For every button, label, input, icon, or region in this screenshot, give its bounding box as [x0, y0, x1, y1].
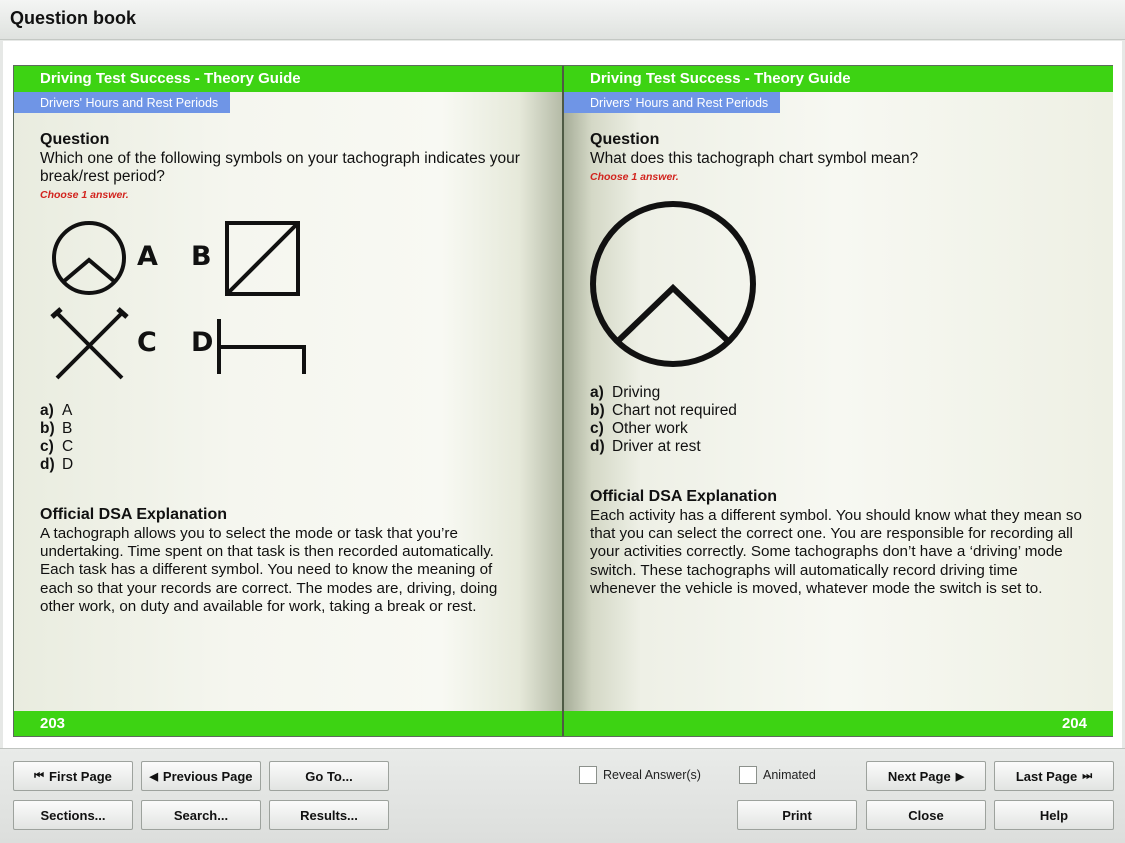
- left-explanation-heading: Official DSA Explanation: [40, 506, 227, 523]
- last-page-icon: ⏭: [1082, 769, 1093, 782]
- search-label: Search...: [173, 807, 229, 823]
- right-answer-list: [590, 384, 737, 456]
- other-work-symbol-icon: [52, 309, 127, 378]
- chart-not-required-symbol-icon: [227, 223, 298, 294]
- explanation-line: whenever the vehicle is moved, whatever mode the switch is set to.: [590, 579, 1043, 597]
- left-answer-list: [40, 402, 73, 474]
- results-button[interactable]: [269, 800, 389, 830]
- answer-option[interactable]: a) Driving: [590, 384, 661, 401]
- right-question-text: [590, 150, 1090, 168]
- right-question-heading: Question: [590, 131, 660, 148]
- answer-option[interactable]: c) C: [40, 438, 74, 455]
- answer-option[interactable]: b) B: [40, 420, 73, 437]
- right-instruction: Choose 1 answer.: [590, 171, 679, 183]
- print-label: Print: [782, 807, 812, 823]
- explanation-line: other work, on duty and available for work, taking a break or rest.: [40, 597, 477, 615]
- previous-page-button[interactable]: [141, 761, 261, 791]
- answer-option[interactable]: c) Other work: [590, 420, 688, 437]
- navigation-toolbar: [0, 748, 1125, 843]
- left-question-text: [40, 150, 540, 186]
- symbol-label-a: A: [137, 241, 158, 272]
- results-label: Results...: [300, 807, 358, 823]
- left-question-line: Which one of the following symbols on your tachograph indicates your: [40, 150, 520, 167]
- answer-option[interactable]: d) D: [40, 456, 74, 473]
- animated-label: Animated: [763, 768, 816, 782]
- explanation-line: switch. These tachographs will automatically record driving time: [590, 561, 1018, 579]
- symbol-label-d: D: [191, 327, 214, 358]
- right-explanation-heading: Official DSA Explanation: [590, 488, 777, 505]
- explanation-line: Each task has a different symbol. You need to know the meaning of: [40, 561, 493, 579]
- symbol-label-b: B: [191, 241, 212, 272]
- driving-bed-symbol-icon: [219, 319, 304, 374]
- answer-option[interactable]: a) A: [40, 402, 73, 419]
- question-book: [13, 65, 1113, 737]
- reveal-answers-box[interactable]: [579, 766, 597, 784]
- left-question-heading: Question: [40, 131, 110, 148]
- first-page-label: First Page: [49, 768, 112, 784]
- reveal-answers-label: Reveal Answer(s): [603, 768, 701, 782]
- animated-checkbox[interactable]: [739, 766, 816, 784]
- first-page-button[interactable]: [13, 761, 133, 791]
- explanation-line: A tachograph allows you to select the mode or task that you’re: [40, 525, 458, 542]
- print-button[interactable]: [737, 800, 857, 830]
- next-page-label: Next Page: [887, 768, 951, 784]
- help-button[interactable]: [994, 800, 1114, 830]
- right-section-tag: Drivers' Hours and Rest Periods: [564, 92, 780, 113]
- last-page-label: Last Page: [1015, 768, 1078, 784]
- left-section-tag: Drivers' Hours and Rest Periods: [14, 92, 230, 113]
- left-question-line: break/rest period?: [40, 168, 165, 185]
- reveal-answers-checkbox[interactable]: [579, 766, 701, 784]
- animated-box[interactable]: [739, 766, 757, 784]
- right-question-line: What does this tachograph chart symbol mean?: [590, 150, 919, 167]
- left-explanation-text: [40, 525, 540, 616]
- symbol-label-c: C: [137, 327, 157, 358]
- explanation-line: undertaking. Time spent on that task is then recorded automatically.: [40, 543, 494, 561]
- previous-page-label: Previous Page: [162, 768, 253, 784]
- next-page-icon: ▶: [955, 770, 965, 783]
- next-page-button[interactable]: [866, 761, 986, 791]
- sections-label: Sections...: [40, 807, 106, 823]
- left-page-number: 203: [14, 711, 563, 736]
- left-instruction: Choose 1 answer.: [40, 189, 129, 201]
- right-page-number: 204: [564, 711, 1113, 736]
- close-button[interactable]: [866, 800, 986, 830]
- answer-option[interactable]: b) Chart not required: [590, 402, 737, 419]
- explanation-line: your activities correctly. Some tachographs don’t have a ‘driving’ mode: [590, 543, 1063, 561]
- rest-symbol-icon: [54, 223, 124, 293]
- left-page-header: Driving Test Success - Theory Guide: [14, 66, 563, 92]
- explanation-line: that you can select the correct one. You are responsible for recording all: [590, 525, 1073, 543]
- answer-option[interactable]: d) Driver at rest: [590, 438, 701, 455]
- help-label: Help: [1039, 807, 1069, 823]
- last-page-button[interactable]: [994, 761, 1114, 791]
- explanation-line: each so that your records are correct. The modes are, driving, doing: [40, 579, 498, 597]
- tachograph-symbols: [48, 216, 308, 386]
- left-page: [14, 66, 563, 736]
- right-explanation-text: [590, 507, 1105, 598]
- title-bar: [0, 0, 1125, 40]
- sections-button[interactable]: [13, 800, 133, 830]
- search-button[interactable]: [141, 800, 261, 830]
- rest-symbol-large-icon: [588, 201, 760, 373]
- right-page: [564, 66, 1113, 736]
- close-label: Close: [908, 807, 944, 823]
- right-page-header: Driving Test Success - Theory Guide: [564, 66, 1113, 92]
- go-to-button[interactable]: [269, 761, 389, 791]
- explanation-line: Each activity has a different symbol. You should know what they mean so: [590, 507, 1082, 524]
- go-to-label: Go To...: [305, 768, 353, 784]
- previous-page-icon: ◀: [149, 770, 158, 783]
- first-page-icon: ⏮: [34, 769, 45, 782]
- window-title: Question book: [10, 8, 136, 28]
